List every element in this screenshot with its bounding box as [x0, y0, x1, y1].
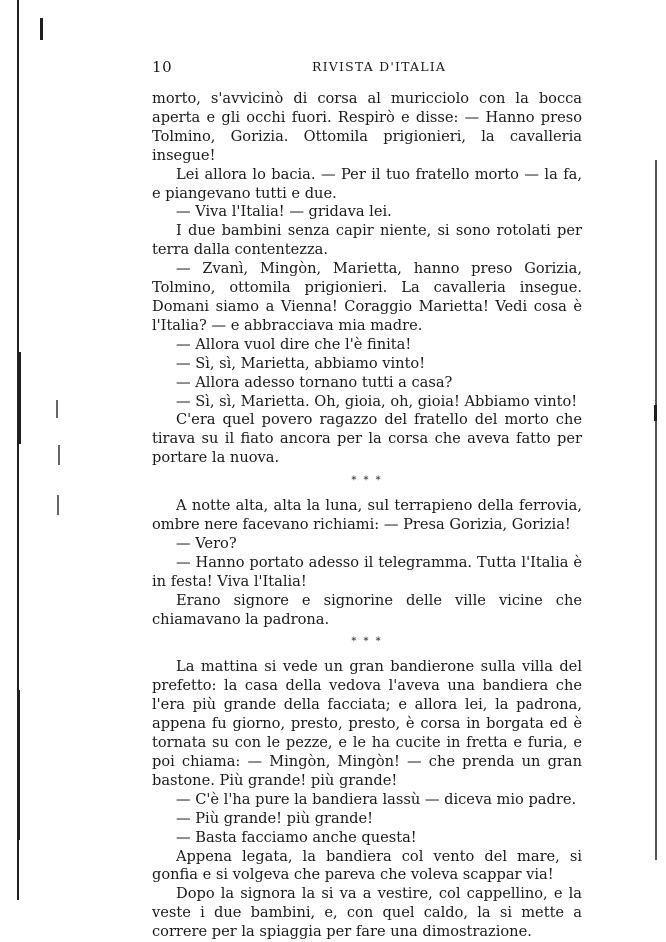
paragraph: — Basta facciamo anche questa! [176, 828, 417, 846]
page-number: 10 [152, 58, 173, 76]
left-stray-mark-1 [56, 400, 58, 418]
paragraph: Erano signore e signorine delle ville vicine che chiamavano la padrona. [152, 591, 582, 628]
right-edge-line [655, 160, 657, 860]
left-stray-mark-2 [58, 445, 60, 465]
left-binding-mark [40, 18, 43, 40]
paragraph: — Allora vuol dire che l'è finita! [176, 335, 412, 353]
paragraph: — Vero? [176, 534, 237, 552]
left-edge-mark-lower [17, 690, 20, 840]
paragraph: A notte alta, alta la luna, sul terrapieno della ferrovia, ombre nere facevano richiami: — Presa Gorizia, Gorizia! [152, 497, 582, 534]
paragraph: — Hanno portato adesso il telegramma. Tutta l'Italia è in festa! Viva l'Italia! [152, 553, 582, 590]
right-edge-tick [654, 405, 657, 421]
running-head [152, 58, 582, 82]
section-separator: * * * [351, 636, 383, 648]
article-body [152, 90, 582, 942]
paragraph: Lei allora lo bacia. — Per il tuo fratello morto — la fa, e piangevano tutti e due. [152, 165, 582, 202]
section-separator: * * * [351, 475, 383, 487]
left-stray-mark-3 [57, 495, 59, 515]
paragraph: Appena legata, la bandiera col vento del mare, si gonfia e si volgeva che pareva che voleva scappar via! [152, 847, 582, 884]
paragraph: — Viva l'Italia! — gridava lei. [176, 203, 392, 221]
paragraph: morto, s'avvicinò di corsa al muricciolo con la bocca aperta e gli occhi fuori. Respirò e disse: — Hanno preso Tolmino, Gorizia. Ottomila prigionieri, la cavalleria insegue! [152, 90, 582, 164]
paragraph: — Sì, sì, Marietta. Oh, gioia, oh, gioia! Abbiamo vinto! [176, 392, 578, 410]
paragraph: — Zvanì, Mingòn, Marietta, hanno preso Gorizia, Tolmino, ottomila prigionieri. La cavalleria insegue. Domani siamo a Vienna! Coraggio Marietta! Vedi cosa è l'Italia? — e abbracciava mia madre. [152, 260, 582, 334]
paragraph: — Sì, sì, Marietta, abbiamo vinto! [176, 354, 426, 372]
paragraph: I due bambini senza capir niente, si sono rotolati per terra dalla contentezza. [152, 222, 582, 259]
paragraph: La mattina si vede un gran bandierone sulla villa del prefetto: la casa della vedova l'aveva una bandiera che l'era più grande della facciata; e allora lei, la padrona, appena fu giorno, presto, presto, è corsa in borgata ed è tornata su con le pezze, e le ha cucite in fretta e furia, e poi chiama: — Mingòn, Mingòn! — che prenda un gran bastone. Più grande! più grande! [152, 658, 582, 789]
journal-title: RIVISTA D'ITALIA [312, 59, 447, 74]
paragraph: — Allora adesso tornano tutti a casa? [176, 373, 453, 391]
paragraph: Dopo la signora la si va a vestire, col cappellino, e la veste i due bambini, e, con quel caldo, la si mette a correre per la spiaggia per fare una dimostrazione. [152, 885, 582, 941]
paragraph: C'era quel povero ragazzo del fratello del morto che tirava su il fiato ancora per la corsa che aveva fatto per portare la nuova. [152, 411, 582, 467]
paragraph: — Più grande! più grande! [176, 809, 373, 827]
left-edge-mark [17, 352, 21, 444]
page [152, 58, 582, 942]
paragraph: — C'è l'ha pure la bandiera lassù — diceva mio padre. [176, 790, 577, 808]
